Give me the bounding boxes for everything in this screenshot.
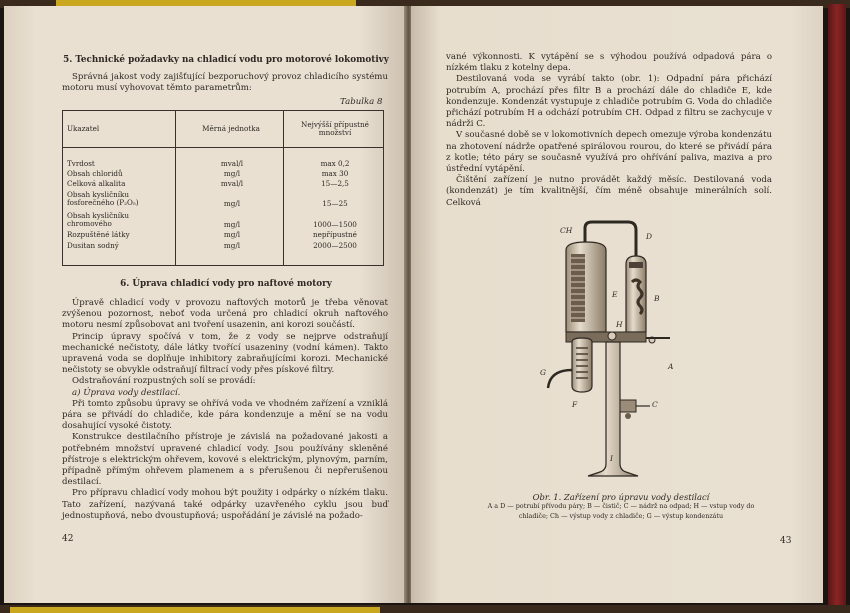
figure-caption: [436, 493, 806, 521]
table-header-row: [63, 111, 383, 148]
table-header-indicator: Ukazatel: [67, 123, 100, 133]
section-6-heading: 6. Úprava chladicí vody pro naftové motory: [120, 279, 332, 289]
label-b: B: [654, 294, 660, 303]
apparatus-drawing: [520, 220, 700, 488]
book-cover-edge: [828, 4, 846, 609]
table-header-unit: Měrná jednotka: [202, 123, 260, 133]
label-ch: CH: [560, 226, 573, 235]
right-body-text: vané výkonnosti. K vytápění se s výhodou používá odpadová pára o nízkém tlaku z kotelny depa. Destilovaná voda se vyrábí takto (obr. 1): Odpadní pára přichází potrubím A, prochází přes filtr B a prochází dále do chladiče E, kde kondenzuje. Kondenzát vystupuje z chladiče potrubím G. Voda do chladiče přichází potrubím H a odchází potrubím CH. Odpad z filtru se zachycuje v nádrži C. V současné době se v lokomotivních depech omezuje výroba kondenzátu na zhotovení nádrže opatřené spirálovou rourou, do které se přivádí pára z kotle; této páry se současně využívá pro ohřívání paliva, maziva a pro ústřední vytápění. Čištění zařízení je nutno provádět každý měsíc. Destilovaná voda (kondenzát) je tím kvalitnější, čím méně obsahuje minerálních solí. Celková: [446, 52, 772, 208]
label-i: I: [610, 454, 613, 463]
subsection-a-label: a) Úprava vody destilací.: [72, 387, 181, 398]
section-5-heading: 5. Technické požadavky na chladicí vodu pro motorové lokomotivy: [63, 55, 389, 65]
table-header-max: Nejvýšší přípustné množství: [301, 119, 369, 137]
page-number-left: 42: [62, 534, 74, 544]
label-d: D: [646, 232, 653, 241]
book-yellow-bottom-edge: [10, 607, 380, 613]
condenser-coil: [571, 254, 585, 322]
left-body-text: Úpravě chladicí vody v provozu naftových motorů je třeba věnovat zvýšenou pozornost, neboť voda určená pro chladicí okruh naftového motoru nesmí způsobovat ani tvoření usazenin, ani korozi součástí. Princip úpravy spočívá v tom, že z vody se nejprve odstraňují mechanické nečistoty, dále látky tvořící usazeniny (vodní kámen). Takto upravená voda se doplňuje inhibitory zabraňujícími korozi. Mechanické nečistoty se obvykle odstraňují filtrací vody přes pískové filtry. Odstraňování rozpustných solí se provádí: a) Úprava vody destilací. Při tomto způsobu úpravy se ohřívá voda ve vhodném zařízení a vzniklá pára se přivádí do chladiče, kde pára kondenzuje a mění se na vodu dosahující vysoké čistoty. Konstrukce destilačního přístroje je závislá na požadované jakosti a potřebném množství upravené chladicí vody. Jsou používány skleněné přístroje s elektrickým ohřevem, kovové s elektrickým, plynovým, parním, případně přímým ohřevem plamenem a s přerušenou či nepřerušenou destilací. Pro přípravu chladicí vody mohou být použity i odpárky o nízkém tlaku. Tato zařízení, nazývaná také odpárky uzavřeného cyklu jsou buď jednostupňová, nebo dvoustupňová; uspořádání je závislé na požado-: [62, 298, 388, 521]
label-f: F: [572, 400, 578, 409]
label-c: C: [652, 400, 658, 409]
figure-caption-title: Obr. 1. Zařízení pro úpravu vody destilací: [532, 492, 710, 502]
table-caption: Tabulka 8: [340, 97, 383, 107]
label-a: A: [668, 362, 674, 371]
intro-paragraph: Správná jakost vody zajišťující bezporuchový provoz chladicího systému motoru musí vyhovovat těmto parametrům:: [62, 72, 388, 94]
label-h: H: [616, 320, 623, 329]
water-parameters-table: Ukazatel Měrná jednotka Nejvýšší přípustné množství Tvrdost mval/l max 0,2 Obsah chloridů mg/l max 30 Celková alkalita mval/l 15—2,5 Obsah kysličníku fosforečného (P₂O₅) mg/l 15—25 Obsah kysličníku chromového mg/l 1000—1500 Rozpuštěné látky mg/l nepřípustné Dusitan sodný mg/l 2000—2500: [62, 110, 384, 266]
figure-caption-legend-1: A a D — potrubí přívodu páry; B — čistič; C — nádrž na odpad; H — vstup vody do: [487, 502, 755, 511]
label-e: E: [612, 290, 618, 299]
distillation-apparatus-figure: [520, 220, 700, 488]
figure-caption-legend-2: chladiče; Ch — výstup vody z chladiče; G — výstup kondenzátu: [518, 511, 724, 520]
label-g: G: [540, 368, 546, 377]
page-number-right: 43: [780, 536, 792, 546]
